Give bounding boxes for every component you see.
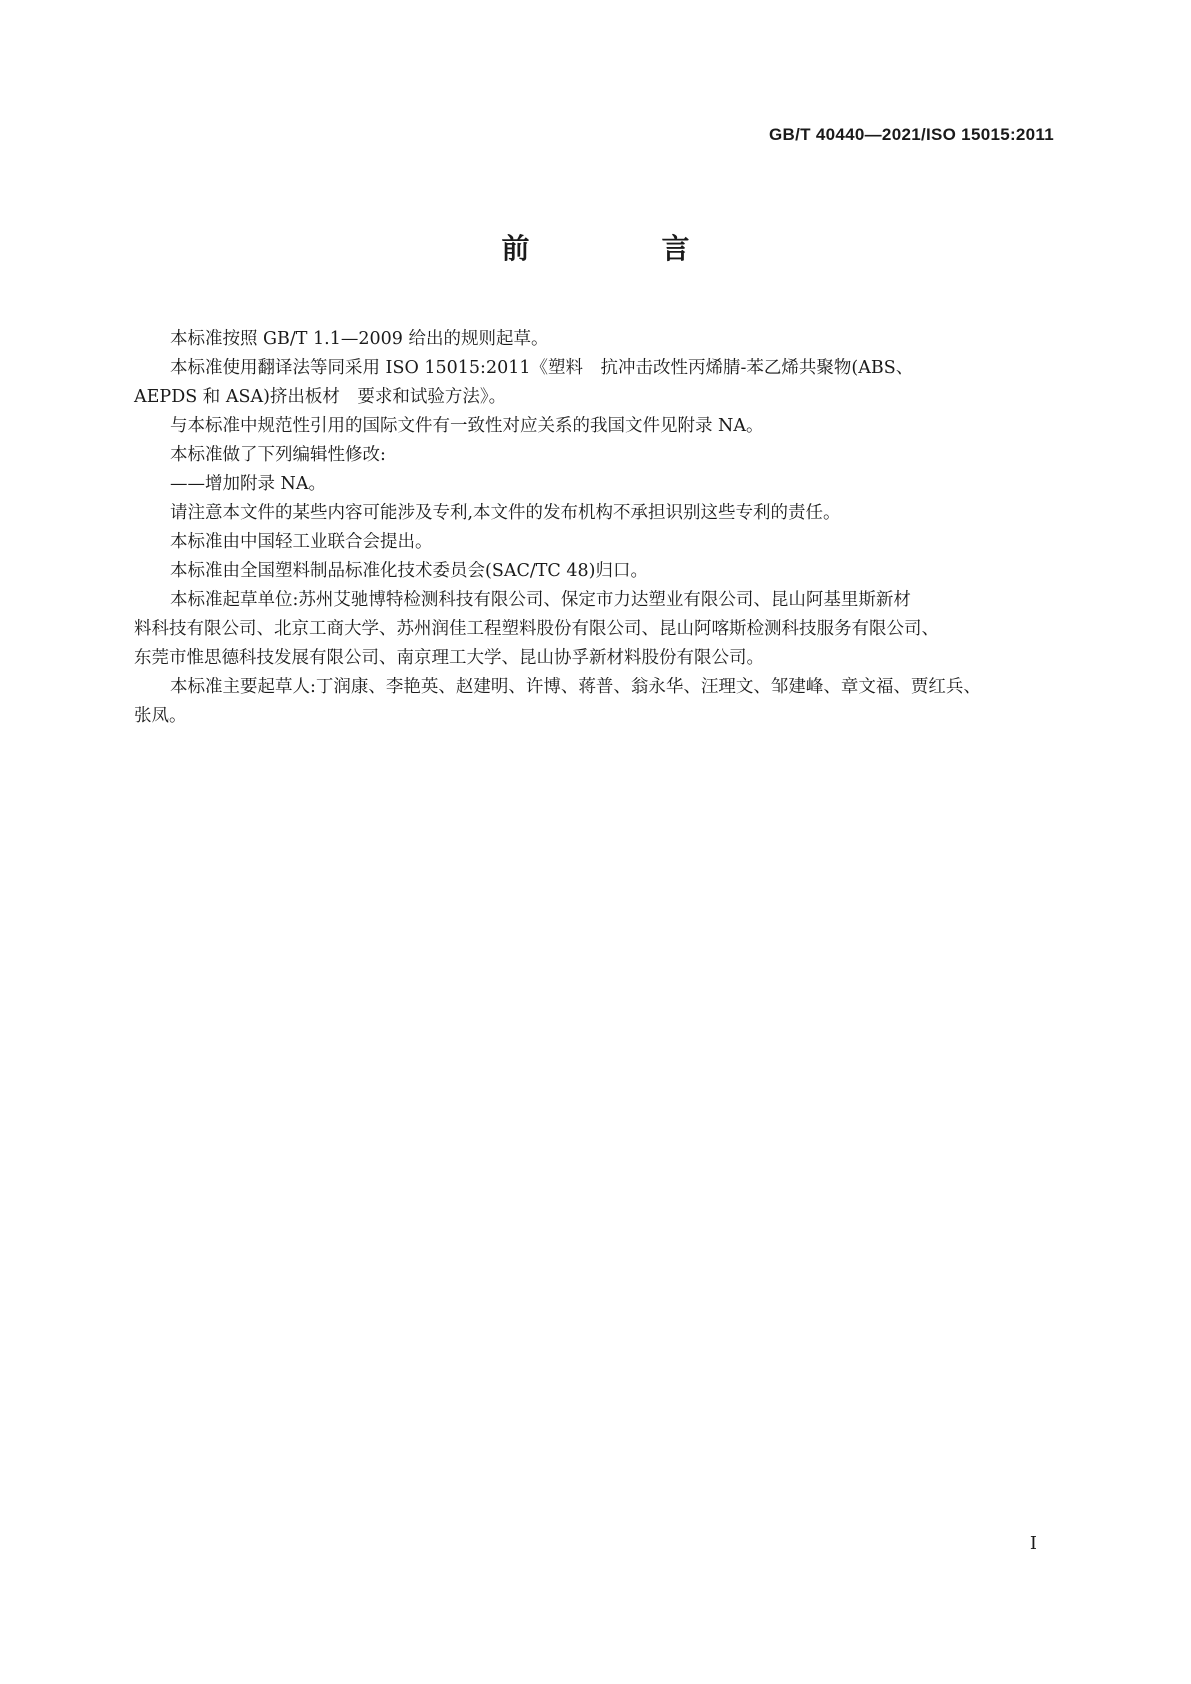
list-item-annex-na [134, 470, 1064, 499]
paragraph-line: 本标准使用翻译法等同采用 ISO 15015:2011《塑料 抗冲击改性丙烯腈-苯乙烯共聚物(ABS、 [170, 358, 914, 378]
paragraph-patent-notice [134, 499, 1064, 528]
paragraph-line: 本标准由全国塑料制品标准化技术委员会(SAC/TC 48)归口。 [170, 561, 648, 581]
standard-code: GB/T 40440—2021/ISO 15015:2011 [769, 125, 1054, 144]
paragraph-line: 张凤。 [134, 706, 187, 726]
paragraph-drafting-organizations [134, 586, 1064, 673]
paragraph-line: ——增加附录 NA。 [170, 474, 327, 494]
paragraph-drafting-rules [134, 325, 1064, 354]
paragraph-line: 请注意本文件的某些内容可能涉及专利,本文件的发布机构不承担识别这些专利的责任。 [170, 503, 841, 523]
paragraph-line: AEPDS 和 ASA)挤出板材 要求和试验方法》。 [134, 387, 507, 407]
paragraph-line: 本标准主要起草人:丁润康、李艳英、赵建明、许博、蒋普、翁永华、汪理文、邹建峰、章文福、贾红兵、 [170, 677, 981, 697]
paragraph-line: 本标准按照 GB/T 1.1—2009 给出的规则起草。 [170, 329, 549, 349]
paragraph-line: 本标准做了下列编辑性修改: [170, 445, 386, 465]
paragraph-line: 本标准由中国轻工业联合会提出。 [170, 532, 433, 552]
paragraph-line: 东莞市惟思德科技发展有限公司、南京理工大学、昆山协孚新材料股份有限公司。 [134, 648, 764, 668]
paragraph-main-drafters [134, 673, 1064, 731]
paragraph-under-jurisdiction [134, 557, 1064, 586]
foreword-body [134, 325, 1064, 731]
paragraph-normative-references [134, 412, 1064, 441]
paragraph-line: 与本标准中规范性引用的国际文件有一致性对应关系的我国文件见附录 NA。 [170, 416, 764, 436]
paragraph-line: 料科技有限公司、北京工商大学、苏州润佳工程塑料股份有限公司、昆山阿喀斯检测科技服务有限公司、 [134, 619, 939, 639]
paragraph-line: 本标准起草单位:苏州艾驰博特检测科技有限公司、保定市力达塑业有限公司、昆山阿基里斯新材 [170, 590, 911, 610]
page-number: I [1029, 1533, 1037, 1554]
paragraph-editorial-changes [134, 441, 1064, 470]
paragraph-proposed-by [134, 528, 1064, 557]
page-title: 前 言 [501, 232, 742, 265]
paragraph-adoption [134, 354, 1064, 412]
